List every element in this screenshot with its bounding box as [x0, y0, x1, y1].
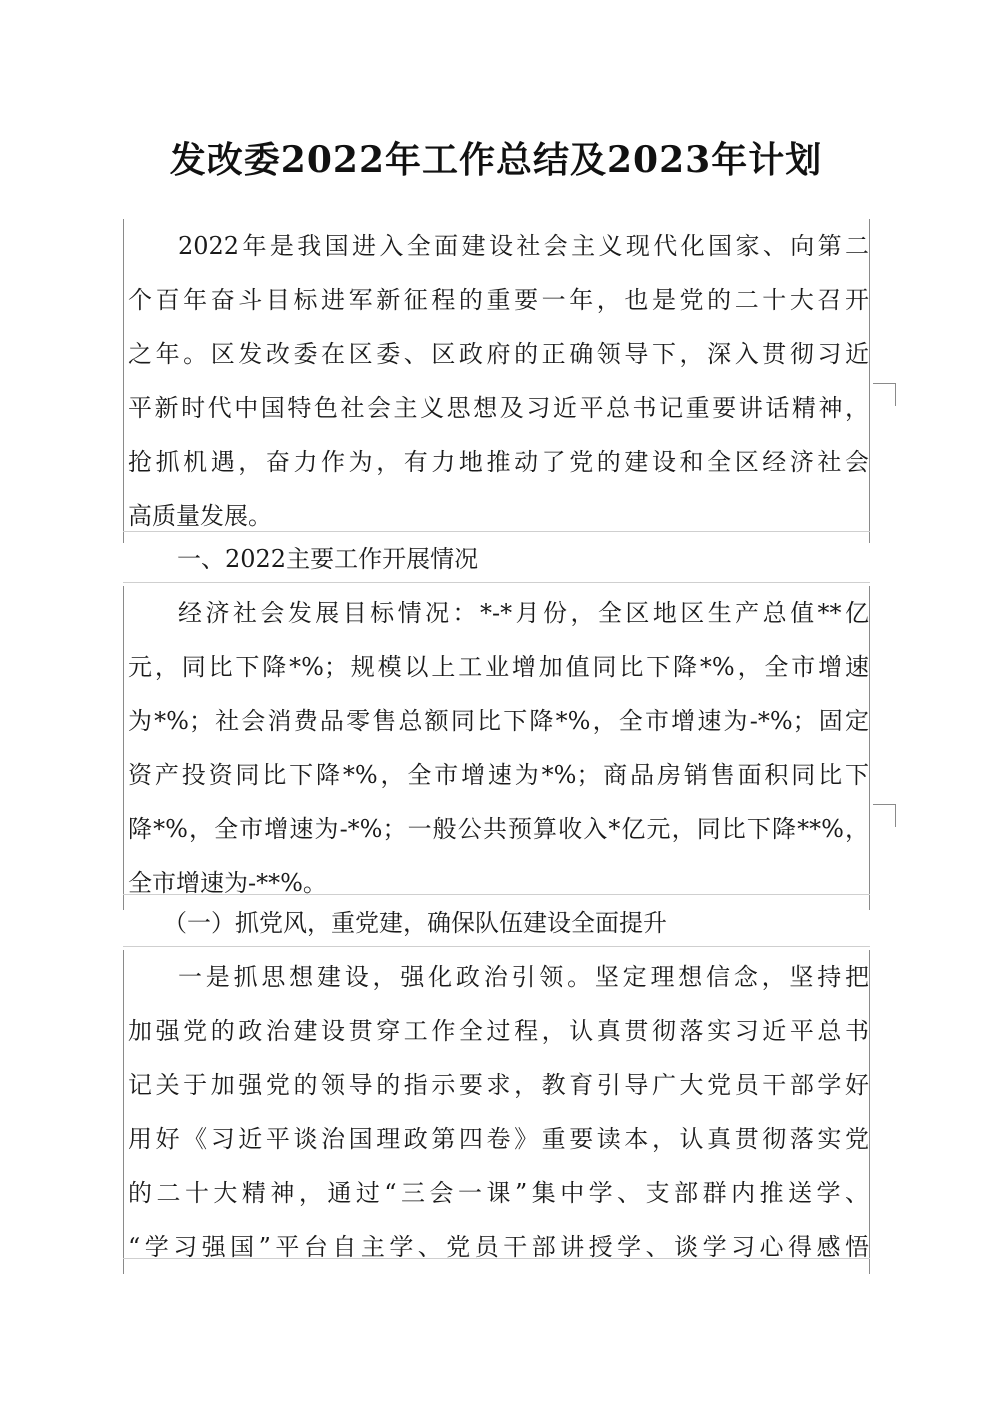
- paragraph-line: 抢抓机遇，奋力作为，有力地推动了党的建设和全区经济社会: [123, 435, 870, 489]
- paragraph-line: 2022年是我国进入全面建设社会主义现代化国家、向第二: [123, 219, 870, 273]
- divider: [123, 582, 870, 583]
- paragraph-line: 经济社会发展目标情况：*-*月份，全区地区生产总值**亿: [123, 586, 870, 640]
- subsection-heading: （一）抓党风，重党建，确保队伍建设全面提升: [163, 909, 667, 937]
- paragraph-line: 一是抓思想建设，强化政治引领。坚定理想信念，坚持把: [123, 950, 870, 1004]
- paragraph-line: 记关于加强党的领导的指示要求，教育引导广大党员干部学好: [123, 1058, 870, 1112]
- paragraph-line: 全市增速为-**%。: [123, 856, 870, 910]
- paragraph-line: 之年。区发改委在区委、区政府的正确领导下，深入贯彻习近: [123, 327, 870, 381]
- paragraph-line: “学习强国”平台自主学、党员干部讲授学、谈学习心得感悟: [123, 1220, 870, 1274]
- divider: [123, 946, 870, 947]
- paragraph-line: 平新时代中国特色社会主义思想及习近平总书记重要讲话精神，: [123, 381, 870, 435]
- paragraph-line: 用好《习近平谈治国理政第四卷》重要读本，认真贯彻落实党: [123, 1112, 870, 1166]
- paragraph-line: 降*%，全市增速为-*%；一般公共预算收入*亿元，同比下降**%，: [123, 802, 870, 856]
- section-heading: 一、2022主要工作开展情况: [177, 545, 479, 573]
- paragraph-line: 个百年奋斗目标进军新征程的重要一年，也是党的二十大召开: [123, 273, 870, 327]
- document-title: 发改委2022年工作总结及2023年计划: [169, 139, 823, 181]
- paragraph-line: 高质量发展。: [123, 489, 870, 543]
- divider: [123, 894, 870, 895]
- paragraph-line: 元，同比下降*%；规模以上工业增加值同比下降*%，全市增速: [123, 640, 870, 694]
- paragraph-line: 的二十大精神，通过“三会一课”集中学、支部群内推送学、: [123, 1166, 870, 1220]
- revision-mark: [873, 383, 896, 406]
- divider: [123, 1258, 870, 1259]
- paragraph-line: 加强党的政治建设贯穿工作全过程，认真贯彻落实习近平总书: [123, 1004, 870, 1058]
- paragraph-line: 资产投资同比下降*%，全市增速为*%；商品房销售面积同比下: [123, 748, 870, 802]
- paragraph-line: 为*%；社会消费品零售总额同比下降*%，全市增速为-*%；固定: [123, 694, 870, 748]
- revision-mark: [873, 804, 896, 827]
